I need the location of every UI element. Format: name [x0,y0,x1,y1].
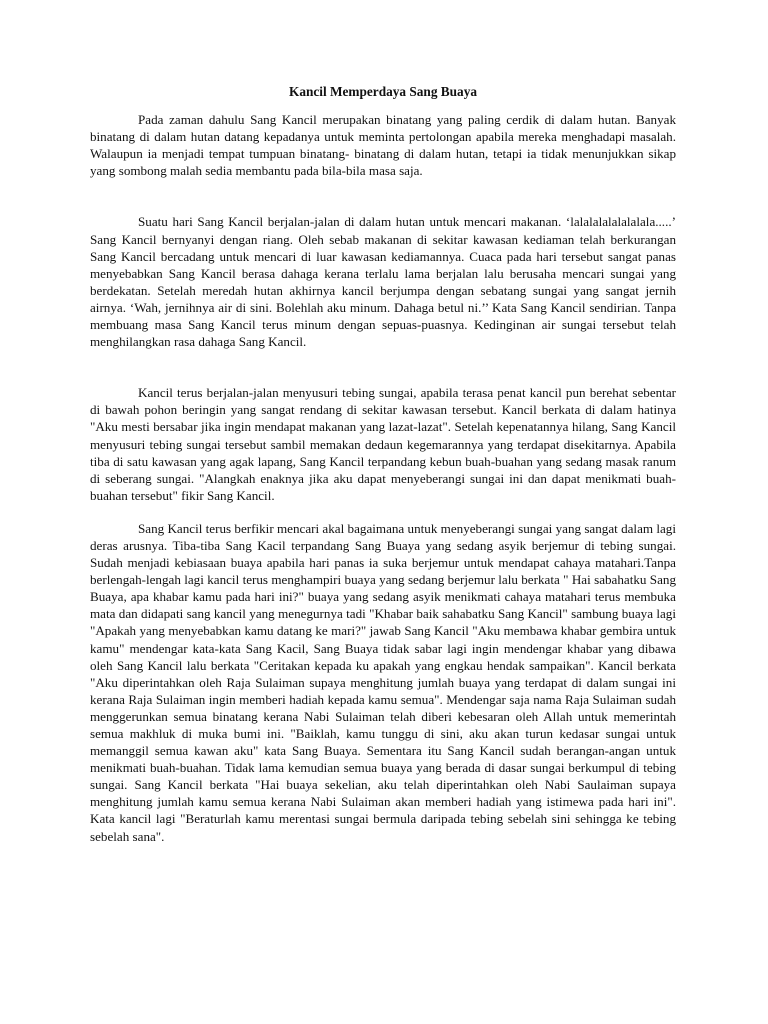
document-page [90,83,676,845]
paragraph-intro: Pada zaman dahulu Sang Kancil merupakan binatang yang paling cerdik di dalam hutan. Banyak binatang di dalam hutan datang kepadanya untuk meminta pertolongan apabila mereka menghadapi masalah. Walaupun ia menjadi tempat tumpuan binatang- binatang di dalam hutan, tetapi ia tidak menunjukkan sikap yang sombong malah sedia membantu pada bila-bila masa saja. [90,112,676,179]
paragraph-crocodile: Sang Kancil terus berfikir mencari akal bagaimana untuk menyeberangi sungai yang sangat dalam lagi deras arusnya. Tiba-tiba Sang Kacil terpandang Sang Buaya yang sedang asyik berjemur di tebing sungai. Sudah menjadi kebiasaan buaya apabila hari panas ia suka berjemur untuk mendapat cahaya matahari.Tanpa berlengah-lengah lagi kancil terus menghampiri buaya yang sedang berjemur lalu berkata " Hai sabahatku Sang Buaya, apa khabar kamu pada hari ini?" buaya yang sedang asyik menikmati cahaya matahari terus membuka mata dan didapati sang kancil yang menegurnya tadi "Khabar baik sahabatku Sang Kancil" sambung buaya lagi "Apakah yang menyebabkan kamu datang ke mari?" jawab Sang Kancil "Aku membawa khabar gembira untuk kamu" mendengar kata-kata Sang Kacil, Sang Buaya tidak sabar lagi ingin mendengar khabar yang dibawa oleh Sang Kancil lalu berkata "Ceritakan kepada ku apakah yang engkau hendak sampaikan". Kancil berkata "Aku diperintahkan oleh Raja Sulaiman supaya menghitung jumlah buaya yang terdapat di dalam sungai ini kerana Raja Sulaiman ingin memberi hadiah kepada kamu semua". Mendengar saja nama Raja Sulaiman sudah menggerunkan semua binatang kerana Nabi Sulaiman telah diberi kebesaran oleh Allah untuk memerintah semua makhluk di muka bumi ini. "Baiklah, kamu tunggu di sini, aku akan turun kedasar sungai untuk memanggil semua kawan aku" kata Sang Buaya. Sementara itu Sang Kancil sudah berangan-angan untuk menikmati buah-buahan. Tidak lama kemudian semua buaya yang berada di dasar sungai berkumpul di tebing sungai. Sang Kancil berkata "Hai buaya sekelian, aku telah diperintahkan oleh Nabi Saulaiman supaya menghitung jumlah kamu semua kerana Nabi Sulaiman akan memberi hadiah yang istimewa pada hari ini". Kata kancil lagi "Beraturlah kamu merentasi sungai bermula daripada tebing sebelah sini sehingga ke tebing sebelah sana". [90,520,676,844]
paragraph-journey: Suatu hari Sang Kancil berjalan-jalan di dalam hutan untuk mencari makanan. ‘lalalalalalalalala.....’ Sang Kancil bernyanyi dengan riang. Oleh sebab makanan di sekitar kawasan kediaman telah berkurangan Sang Kancil bercadang untuk mencari di luar kawasan kediamannya. Cuaca pada hari tersebut sangat panas menyebabkan Sang Kancil berasa dahaga kerana terlalu lama berjalan lalu berusaha mencari sungai yang berdekatan. Setelah meredah hutan akhirnya kancil berjumpa dengan sebatang sungai yang sangat jernih airnya. ‘Wah, jernihnya air di sini. Bolehlah aku minum. Dahaga betul ni.’’ Kata Sang Kancil sendirian. Tanpa membuang masa Sang Kancil terus minum dengan sepuas-puasnya. Kedinginan air sungai tersebut telah menghilangkan rasa dahaga Sang Kancil. [90,214,676,350]
paragraph-riverbank: Kancil terus berjalan-jalan menyusuri tebing sungai, apabila terasa penat kancil pun berehat sebentar di bawah pohon beringin yang sangat rendang di sekitar kawasan tersebut. Kancil berkata di dalam hatinya "Aku mesti bersabar jika ingin mendapat makanan yang lazat-lazat". Setelah kepenatannya hilang, Sang Kancil menyusuri tebing sungai tersebut sambil memakan dedaun kegemarannya yang terdapat disekitarnya. Apabila tiba di satu kawasan yang agak lapang, Sang Kancil terpandang kebun buah-buahan yang sedang masak ranum di seberang sungai. "Alangkah enaknya jika aku dapat menyeberangi sungai ini dan dapat menikmati buah-buahan tersebut" fikir Sang Kancil. [90,385,676,503]
document-title: Kancil Memperdaya Sang Buaya [288,84,477,99]
